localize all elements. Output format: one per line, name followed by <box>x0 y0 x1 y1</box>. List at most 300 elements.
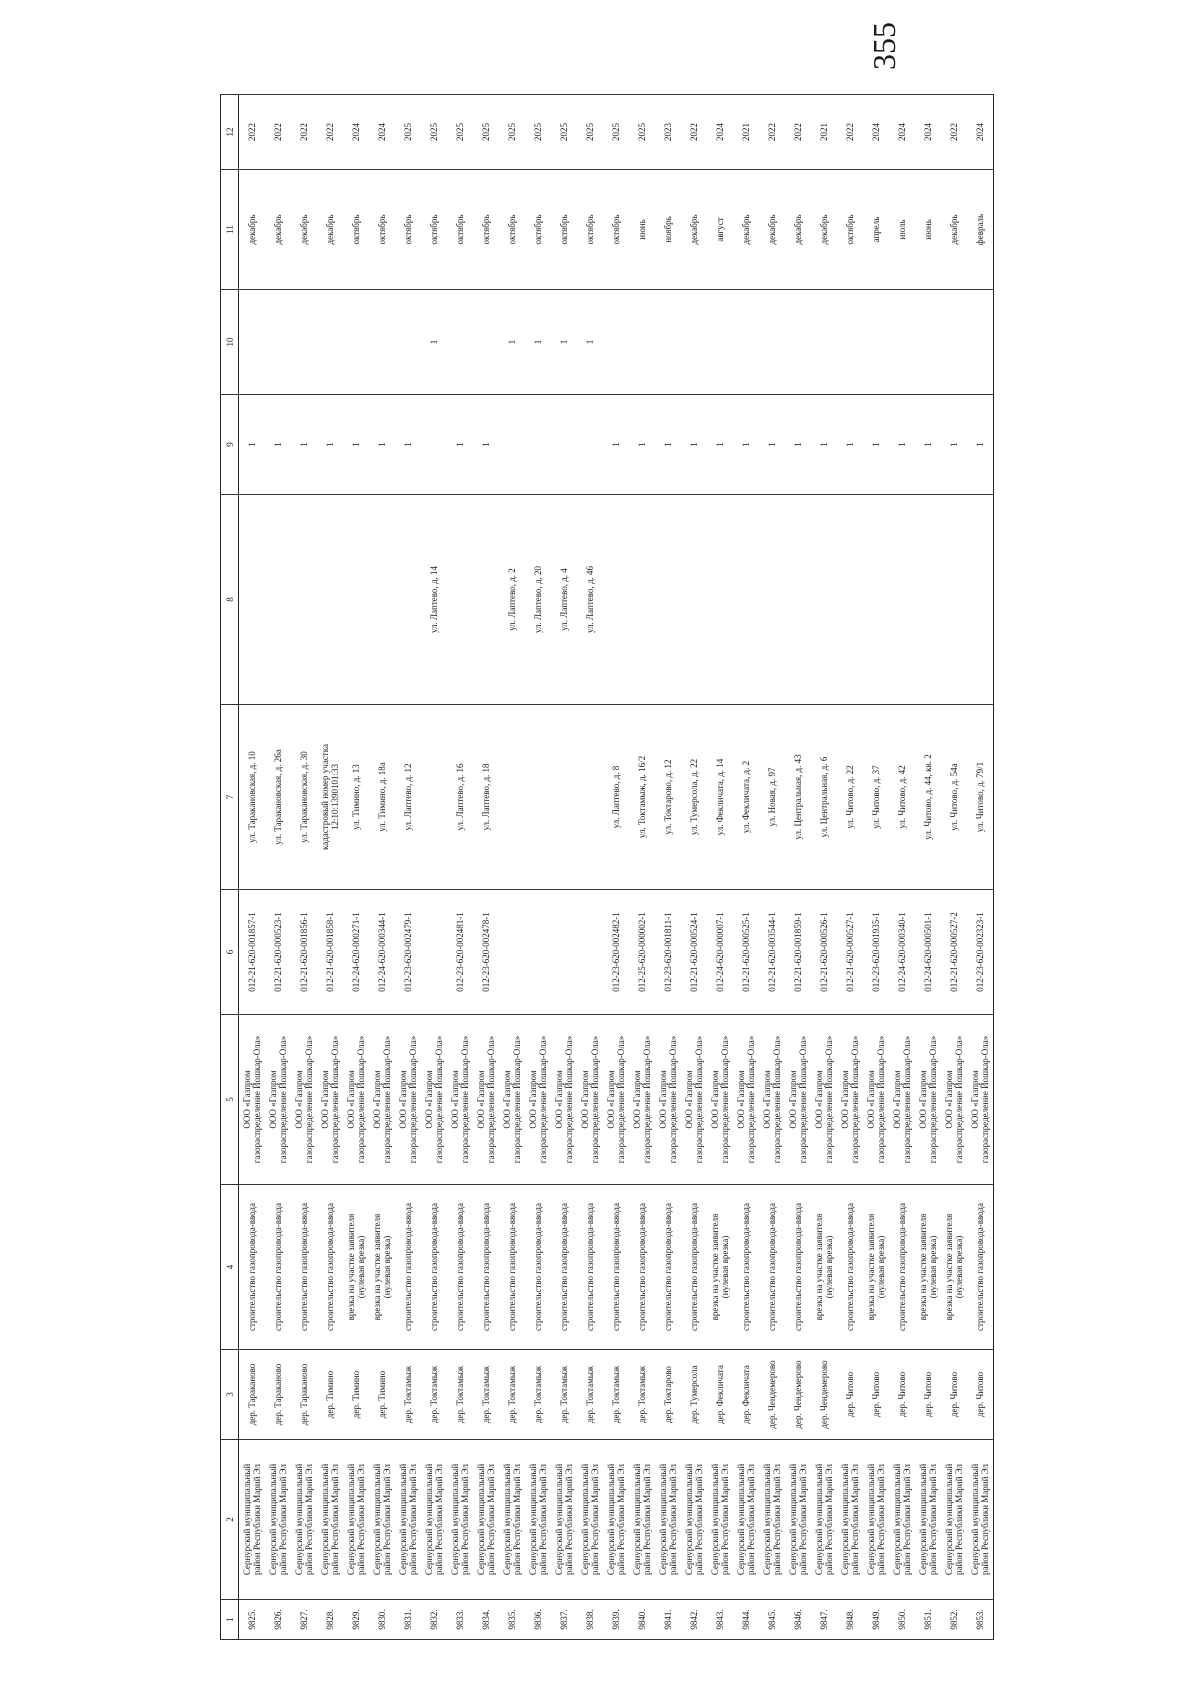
register-body <box>221 95 994 1640</box>
organization-cell <box>863 1015 889 1185</box>
page-number: 355 <box>866 22 902 70</box>
address-alt-cell <box>863 495 889 705</box>
organization-cell-line: ООО «Газпром <box>346 1070 356 1129</box>
village-cell: дер. Чендемерово <box>811 1350 837 1440</box>
organization-cell-line: ООО «Газпром <box>814 1070 824 1129</box>
district-cell <box>785 1440 811 1600</box>
address-cell <box>473 705 499 890</box>
count-cell-10 <box>369 290 395 395</box>
address-alt-cell <box>655 495 681 705</box>
month-cell: декабрь <box>317 170 343 290</box>
organization-cell-line: ООО «Газпром <box>788 1070 798 1129</box>
registration-code-cell: 012-21-620-001858-1 <box>317 890 343 1015</box>
organization-cell <box>551 1015 577 1185</box>
work-type-cell <box>499 1185 525 1350</box>
address-alt-cell <box>811 495 837 705</box>
district-cell-line: Сернурский муниципальный <box>944 1463 954 1576</box>
district-cell-line: район Республики Марий Эл <box>512 1464 522 1575</box>
organization-cell <box>837 1015 863 1185</box>
address-cell-line: ул. Читово, д. 42 <box>897 765 907 829</box>
table-row <box>811 95 837 1640</box>
work-type-cell-line: строительство газопровода-ввода <box>533 1203 543 1331</box>
registration-code-cell <box>499 890 525 1015</box>
address-cell-line: ул. Центральная, д. 6 <box>819 756 829 838</box>
address-cell-line: кадастровый номер участка <box>320 744 330 850</box>
year-cell: 2023 <box>655 95 681 170</box>
district-cell-line: Сернурский муниципальный <box>450 1463 460 1576</box>
organization-cell-line: газораспределение Йошкар-Ола» <box>460 1035 470 1164</box>
table-row <box>395 95 421 1640</box>
column-number: 2 <box>221 1440 239 1600</box>
district-cell-line: район Республики Марий Эл <box>694 1464 704 1575</box>
work-type-cell <box>967 1185 994 1350</box>
count-cell-9: 1 <box>265 395 291 495</box>
district-cell-line: район Республики Марий Эл <box>434 1464 444 1575</box>
registration-code-cell: 012-23-620-002482-1 <box>603 890 629 1015</box>
work-type-cell <box>759 1185 785 1350</box>
address-cell-line: ул. Центральная, д. 43 <box>793 754 803 840</box>
work-type-cell-line: врезка на участке заявителя <box>372 1213 382 1321</box>
work-type-cell-line: строительство газопровода-ввода <box>845 1203 855 1331</box>
count-cell-10 <box>447 290 473 395</box>
work-type-cell-line: строительство газопровода-ввода <box>299 1203 309 1331</box>
count-cell-10 <box>291 290 317 395</box>
district-cell-line: район Республики Марий Эл <box>564 1464 574 1575</box>
count-cell-9: 1 <box>915 395 941 495</box>
village-cell: дер. Тараканово <box>239 1350 266 1440</box>
work-type-cell-line: (нулевая врезка) <box>356 1235 366 1299</box>
address-cell-line: ул. Тумерсола, д. 22 <box>689 758 699 836</box>
village-cell: дер. Тимино <box>343 1350 369 1440</box>
address-cell <box>629 705 655 890</box>
column-number: 5 <box>221 1015 239 1185</box>
address-cell-line: ул. Фекличата, д. 14 <box>715 758 725 836</box>
organization-cell-line: ООО «Газпром <box>580 1070 590 1129</box>
village-cell: дер. Токтамыж <box>447 1350 473 1440</box>
work-type-cell <box>551 1185 577 1350</box>
address-cell <box>239 705 266 890</box>
count-cell-9: 1 <box>239 395 266 495</box>
district-cell <box>473 1440 499 1600</box>
organization-cell <box>499 1015 525 1185</box>
district-cell-line: район Республики Марий Эл <box>538 1464 548 1575</box>
count-cell-10 <box>603 290 629 395</box>
organization-cell-line: газораспределение Йошкар-Ола» <box>772 1035 782 1164</box>
work-type-cell-line: строительство газопровода-ввода <box>689 1203 699 1331</box>
district-cell-line: район Республики Марий Эл <box>252 1464 262 1575</box>
table-row <box>317 95 343 1640</box>
district-cell <box>837 1440 863 1600</box>
organization-cell-line: газораспределение Йошкар-Ола» <box>304 1035 314 1164</box>
organization-cell-line: ООО «Газпром <box>294 1070 304 1129</box>
address-cell <box>811 705 837 890</box>
table-row <box>265 95 291 1640</box>
table-row <box>603 95 629 1640</box>
village-cell: дер. Фекличата <box>707 1350 733 1440</box>
table-row <box>499 95 525 1640</box>
year-cell: 2022 <box>785 95 811 170</box>
table-row <box>369 95 395 1640</box>
address-alt-cell: ул. Лаптево, д. 2 <box>499 495 525 705</box>
organization-cell <box>239 1015 266 1185</box>
district-cell-line: район Республики Марий Эл <box>772 1464 782 1575</box>
count-cell-10: 1 <box>577 290 603 395</box>
month-cell: декабрь <box>941 170 967 290</box>
month-cell: декабрь <box>733 170 759 290</box>
address-cell <box>785 705 811 890</box>
village-cell: дер. Фекличата <box>733 1350 759 1440</box>
month-cell: октябрь <box>525 170 551 290</box>
year-cell: 2025 <box>421 95 447 170</box>
organization-cell-line: газораспределение Йошкар-Ола» <box>798 1035 808 1164</box>
organization-cell-line: ООО «Газпром <box>450 1070 460 1129</box>
organization-cell-line: ООО «Газпром <box>840 1070 850 1129</box>
address-cell-line: ул. Таракановская, д. 10 <box>247 751 257 843</box>
address-cell-line: ул. Новая, д. 97 <box>767 767 777 827</box>
registration-code-cell: 012-24-620-000501-1 <box>915 890 941 1015</box>
organization-cell-line: газораспределение Йошкар-Ола» <box>980 1035 990 1164</box>
year-cell: 2025 <box>447 95 473 170</box>
work-type-cell <box>525 1185 551 1350</box>
year-cell: 2024 <box>889 95 915 170</box>
month-cell: декабрь <box>759 170 785 290</box>
address-cell-line: 12:10:1390101:33 <box>330 764 340 831</box>
district-cell-line: район Республики Марий Эл <box>746 1464 756 1575</box>
row-number: 9840. <box>629 1600 655 1640</box>
year-cell: 2024 <box>915 95 941 170</box>
count-cell-10 <box>967 290 994 395</box>
village-cell: дер. Читово <box>967 1350 994 1440</box>
address-alt-cell: ул. Лаптево, д. 20 <box>525 495 551 705</box>
registration-code-cell <box>525 890 551 1015</box>
count-cell-9: 1 <box>395 395 421 495</box>
row-number: 9826. <box>265 1600 291 1640</box>
work-type-cell <box>681 1185 707 1350</box>
work-type-cell-line: строительство газопровода-ввода <box>611 1203 621 1331</box>
year-cell: 2022 <box>837 95 863 170</box>
work-type-cell-line: (нулевая врезка) <box>720 1235 730 1299</box>
organization-cell <box>603 1015 629 1185</box>
address-alt-cell <box>889 495 915 705</box>
district-cell-line: Сернурский муниципальный <box>892 1463 902 1576</box>
column-number: 1 <box>221 1600 239 1640</box>
registration-code-cell: 012-21-620-000525-1 <box>733 890 759 1015</box>
address-cell <box>265 705 291 890</box>
district-cell-line: район Республики Марий Эл <box>616 1464 626 1575</box>
address-cell-line: ул. Читово, д. 79/1 <box>975 761 985 833</box>
address-alt-cell <box>707 495 733 705</box>
count-cell-10 <box>317 290 343 395</box>
row-number: 9851. <box>915 1600 941 1640</box>
row-number: 9836. <box>525 1600 551 1640</box>
village-cell: дер. Токтамыж <box>421 1350 447 1440</box>
district-cell <box>343 1440 369 1600</box>
work-type-cell-line: строительство газопровода-ввода <box>325 1203 335 1331</box>
organization-cell <box>915 1015 941 1185</box>
count-cell-9: 1 <box>863 395 889 495</box>
organization-cell-line: газораспределение Йошкар-Ола» <box>616 1035 626 1164</box>
address-cell <box>967 705 994 890</box>
month-cell: декабрь <box>265 170 291 290</box>
row-number: 9848. <box>837 1600 863 1640</box>
address-alt-cell <box>603 495 629 705</box>
count-cell-10 <box>707 290 733 395</box>
row-number: 9829. <box>343 1600 369 1640</box>
row-number: 9837. <box>551 1600 577 1640</box>
address-cell-line: ул. Токтамыж, д. 16/2 <box>637 755 647 839</box>
table-row <box>967 95 994 1640</box>
district-cell-line: район Республики Марий Эл <box>356 1464 366 1575</box>
district-cell-line: Сернурский муниципальный <box>632 1463 642 1576</box>
district-cell-line: Сернурский муниципальный <box>658 1463 668 1576</box>
address-cell <box>447 705 473 890</box>
organization-cell <box>811 1015 837 1185</box>
work-type-cell-line: строительство газопровода-ввода <box>481 1203 491 1331</box>
registration-code-cell: 012-23-620-002481-1 <box>447 890 473 1015</box>
organization-cell <box>473 1015 499 1185</box>
district-cell-line: район Республики Марий Эл <box>876 1464 886 1575</box>
year-cell: 2025 <box>395 95 421 170</box>
district-cell <box>265 1440 291 1600</box>
district-cell <box>551 1440 577 1600</box>
table-row <box>343 95 369 1640</box>
district-cell-line: Сернурский муниципальный <box>268 1463 278 1576</box>
address-cell-line: ул. Читово, д. 22 <box>845 765 855 829</box>
month-cell: октябрь <box>369 170 395 290</box>
village-cell: дер. Токтамыж <box>629 1350 655 1440</box>
month-cell: февраль <box>967 170 994 290</box>
work-type-cell-line: (нулевая врезка) <box>382 1235 392 1299</box>
count-cell-9 <box>499 395 525 495</box>
table-row <box>421 95 447 1640</box>
count-cell-10: 1 <box>551 290 577 395</box>
year-cell: 2022 <box>759 95 785 170</box>
count-cell-9: 1 <box>369 395 395 495</box>
address-cell-line: ул. Лаптево, д. 18 <box>481 763 491 831</box>
address-alt-cell: ул. Лаптево, д. 4 <box>551 495 577 705</box>
address-alt-cell <box>343 495 369 705</box>
organization-cell-line: газораспределение Йошкар-Ола» <box>330 1035 340 1164</box>
work-type-cell <box>577 1185 603 1350</box>
work-type-cell-line: врезка на участке заявителя <box>944 1213 954 1321</box>
district-cell-line: Сернурский муниципальный <box>372 1463 382 1576</box>
organization-cell-line: газораспределение Йошкар-Ола» <box>902 1035 912 1164</box>
address-cell-line: ул. Таракановская, д. 30 <box>299 751 309 843</box>
organization-cell-line: ООО «Газпром <box>606 1070 616 1129</box>
registration-code-cell <box>551 890 577 1015</box>
organization-cell-line: ООО «Газпром <box>528 1070 538 1129</box>
organization-cell <box>577 1015 603 1185</box>
row-number: 9849. <box>863 1600 889 1640</box>
table-row <box>239 95 266 1640</box>
village-cell: дер. Токтамыж <box>395 1350 421 1440</box>
organization-cell-line: ООО «Газпром <box>372 1070 382 1129</box>
work-type-cell <box>291 1185 317 1350</box>
year-cell: 2025 <box>499 95 525 170</box>
organization-cell-line: газораспределение Йошкар-Ола» <box>434 1035 444 1164</box>
organization-cell-line: ООО «Газпром <box>762 1070 772 1129</box>
work-type-cell <box>941 1185 967 1350</box>
address-cell-line: ул. Лаптево, д. 8 <box>611 765 621 829</box>
organization-cell <box>447 1015 473 1185</box>
table-row <box>551 95 577 1640</box>
month-cell: октябрь <box>343 170 369 290</box>
district-cell-line: Сернурский муниципальный <box>580 1463 590 1576</box>
organization-cell-line: газораспределение Йошкар-Ола» <box>746 1035 756 1164</box>
work-type-cell <box>369 1185 395 1350</box>
district-cell <box>967 1440 994 1600</box>
count-cell-10 <box>941 290 967 395</box>
address-cell <box>915 705 941 890</box>
column-number: 10 <box>221 290 239 395</box>
organization-cell-line: газораспределение Йошкар-Ола» <box>486 1035 496 1164</box>
organization-cell <box>343 1015 369 1185</box>
registration-code-cell: 012-23-620-002323-1 <box>967 890 994 1015</box>
work-type-cell <box>707 1185 733 1350</box>
address-cell <box>421 705 447 890</box>
count-cell-9: 1 <box>655 395 681 495</box>
table-row <box>447 95 473 1640</box>
year-cell: 2021 <box>811 95 837 170</box>
district-cell-line: район Республики Марий Эл <box>668 1464 678 1575</box>
district-cell-line: район Республики Марий Эл <box>460 1464 470 1575</box>
year-cell: 2025 <box>603 95 629 170</box>
count-cell-9: 1 <box>785 395 811 495</box>
year-cell: 2025 <box>577 95 603 170</box>
row-number: 9835. <box>499 1600 525 1640</box>
organization-cell-line: газораспределение Йошкар-Ола» <box>538 1035 548 1164</box>
organization-cell-line: газораспределение Йошкар-Ола» <box>694 1035 704 1164</box>
work-type-cell <box>265 1185 291 1350</box>
count-cell-9: 1 <box>343 395 369 495</box>
address-cell <box>889 705 915 890</box>
work-type-cell-line: строительство газопровода-ввода <box>767 1203 777 1331</box>
work-type-cell-line: строительство газопровода-ввода <box>793 1203 803 1331</box>
village-cell: дер. Читово <box>863 1350 889 1440</box>
month-cell: октябрь <box>603 170 629 290</box>
registration-code-cell: 012-21-620-001857-1 <box>239 890 266 1015</box>
column-number: 3 <box>221 1350 239 1440</box>
village-cell: дер. Тимино <box>369 1350 395 1440</box>
district-cell-line: Сернурский муниципальный <box>918 1463 928 1576</box>
organization-cell <box>317 1015 343 1185</box>
count-cell-9 <box>525 395 551 495</box>
organization-cell-line: ООО «Газпром <box>320 1070 330 1129</box>
year-cell: 2022 <box>265 95 291 170</box>
year-cell: 2024 <box>707 95 733 170</box>
work-type-cell-line: строительство газопровода-ввода <box>429 1203 439 1331</box>
work-type-cell-line: строительство газопровода-ввода <box>455 1203 465 1331</box>
district-cell-line: район Республики Марий Эл <box>720 1464 730 1575</box>
month-cell: октябрь <box>447 170 473 290</box>
table-row <box>941 95 967 1640</box>
month-cell: декабрь <box>291 170 317 290</box>
work-type-cell-line: врезка на участке заявителя <box>918 1213 928 1321</box>
count-cell-9: 1 <box>447 395 473 495</box>
organization-cell-line: газораспределение Йошкар-Ола» <box>356 1035 366 1164</box>
registration-code-cell: 012-21-620-001859-1 <box>785 890 811 1015</box>
organization-cell-line: ООО «Газпром <box>944 1070 954 1129</box>
work-type-cell <box>655 1185 681 1350</box>
work-type-cell <box>863 1185 889 1350</box>
village-cell: дер. Читово <box>915 1350 941 1440</box>
work-type-cell <box>239 1185 266 1350</box>
table-row <box>889 95 915 1640</box>
work-type-cell <box>343 1185 369 1350</box>
district-cell-line: район Республики Марий Эл <box>928 1464 938 1575</box>
year-cell: 2025 <box>473 95 499 170</box>
registration-code-cell: 012-21-620-000524-1 <box>681 890 707 1015</box>
table-row <box>577 95 603 1640</box>
district-cell-line: район Республики Марий Эл <box>798 1464 808 1575</box>
district-cell <box>447 1440 473 1600</box>
village-cell: дер. Токтамыж <box>473 1350 499 1440</box>
year-cell: 2021 <box>733 95 759 170</box>
organization-cell-line: газораспределение Йошкар-Ола» <box>252 1035 262 1164</box>
column-number: 11 <box>221 170 239 290</box>
address-alt-cell <box>369 495 395 705</box>
year-cell: 2022 <box>291 95 317 170</box>
organization-cell <box>967 1015 994 1185</box>
organization-cell-line: газораспределение Йошкар-Ола» <box>954 1035 964 1164</box>
work-type-cell-line: врезка на участке заявителя <box>866 1213 876 1321</box>
village-cell: дер. Читово <box>837 1350 863 1440</box>
address-alt-cell <box>733 495 759 705</box>
village-cell: дер. Токтарово <box>655 1350 681 1440</box>
month-cell: июль <box>889 170 915 290</box>
count-cell-9: 1 <box>941 395 967 495</box>
district-cell <box>811 1440 837 1600</box>
table-row <box>473 95 499 1640</box>
month-cell: октябрь <box>499 170 525 290</box>
address-cell <box>551 705 577 890</box>
address-cell-line: ул. Читово, д. 37 <box>871 765 881 829</box>
registration-code-cell: 012-24-620-000340-1 <box>889 890 915 1015</box>
organization-cell-line: газораспределение Йошкар-Ола» <box>824 1035 834 1164</box>
organization-cell <box>681 1015 707 1185</box>
address-cell <box>681 705 707 890</box>
organization-cell-line: ООО «Газпром <box>918 1070 928 1129</box>
row-number: 9852. <box>941 1600 967 1640</box>
district-cell-line: район Республики Марий Эл <box>304 1464 314 1575</box>
district-cell-line: Сернурский муниципальный <box>502 1463 512 1576</box>
address-cell <box>343 705 369 890</box>
organization-cell <box>759 1015 785 1185</box>
organization-cell-line: газораспределение Йошкар-Ола» <box>278 1035 288 1164</box>
column-number: 12 <box>221 95 239 170</box>
village-cell: дер. Тараканово <box>291 1350 317 1440</box>
organization-cell <box>733 1015 759 1185</box>
work-type-cell-line: строительство газопровода-ввода <box>663 1203 673 1331</box>
organization-cell-line: ООО «Газпром <box>242 1070 252 1129</box>
count-cell-10 <box>265 290 291 395</box>
row-number: 9846. <box>785 1600 811 1640</box>
district-cell-line: Сернурский муниципальный <box>684 1463 694 1576</box>
address-cell <box>499 705 525 890</box>
column-number-row <box>221 95 239 1640</box>
registration-code-cell: 012-23-620-001811-1 <box>655 890 681 1015</box>
count-cell-10 <box>629 290 655 395</box>
organization-cell-line: ООО «Газпром <box>268 1070 278 1129</box>
table-row <box>733 95 759 1640</box>
address-cell <box>941 705 967 890</box>
table-row <box>837 95 863 1640</box>
village-cell: дер. Токтамыж <box>499 1350 525 1440</box>
count-cell-10 <box>239 290 266 395</box>
village-cell: дер. Токтамыж <box>525 1350 551 1440</box>
district-cell-line: Сернурский муниципальный <box>866 1463 876 1576</box>
address-cell <box>317 705 343 890</box>
